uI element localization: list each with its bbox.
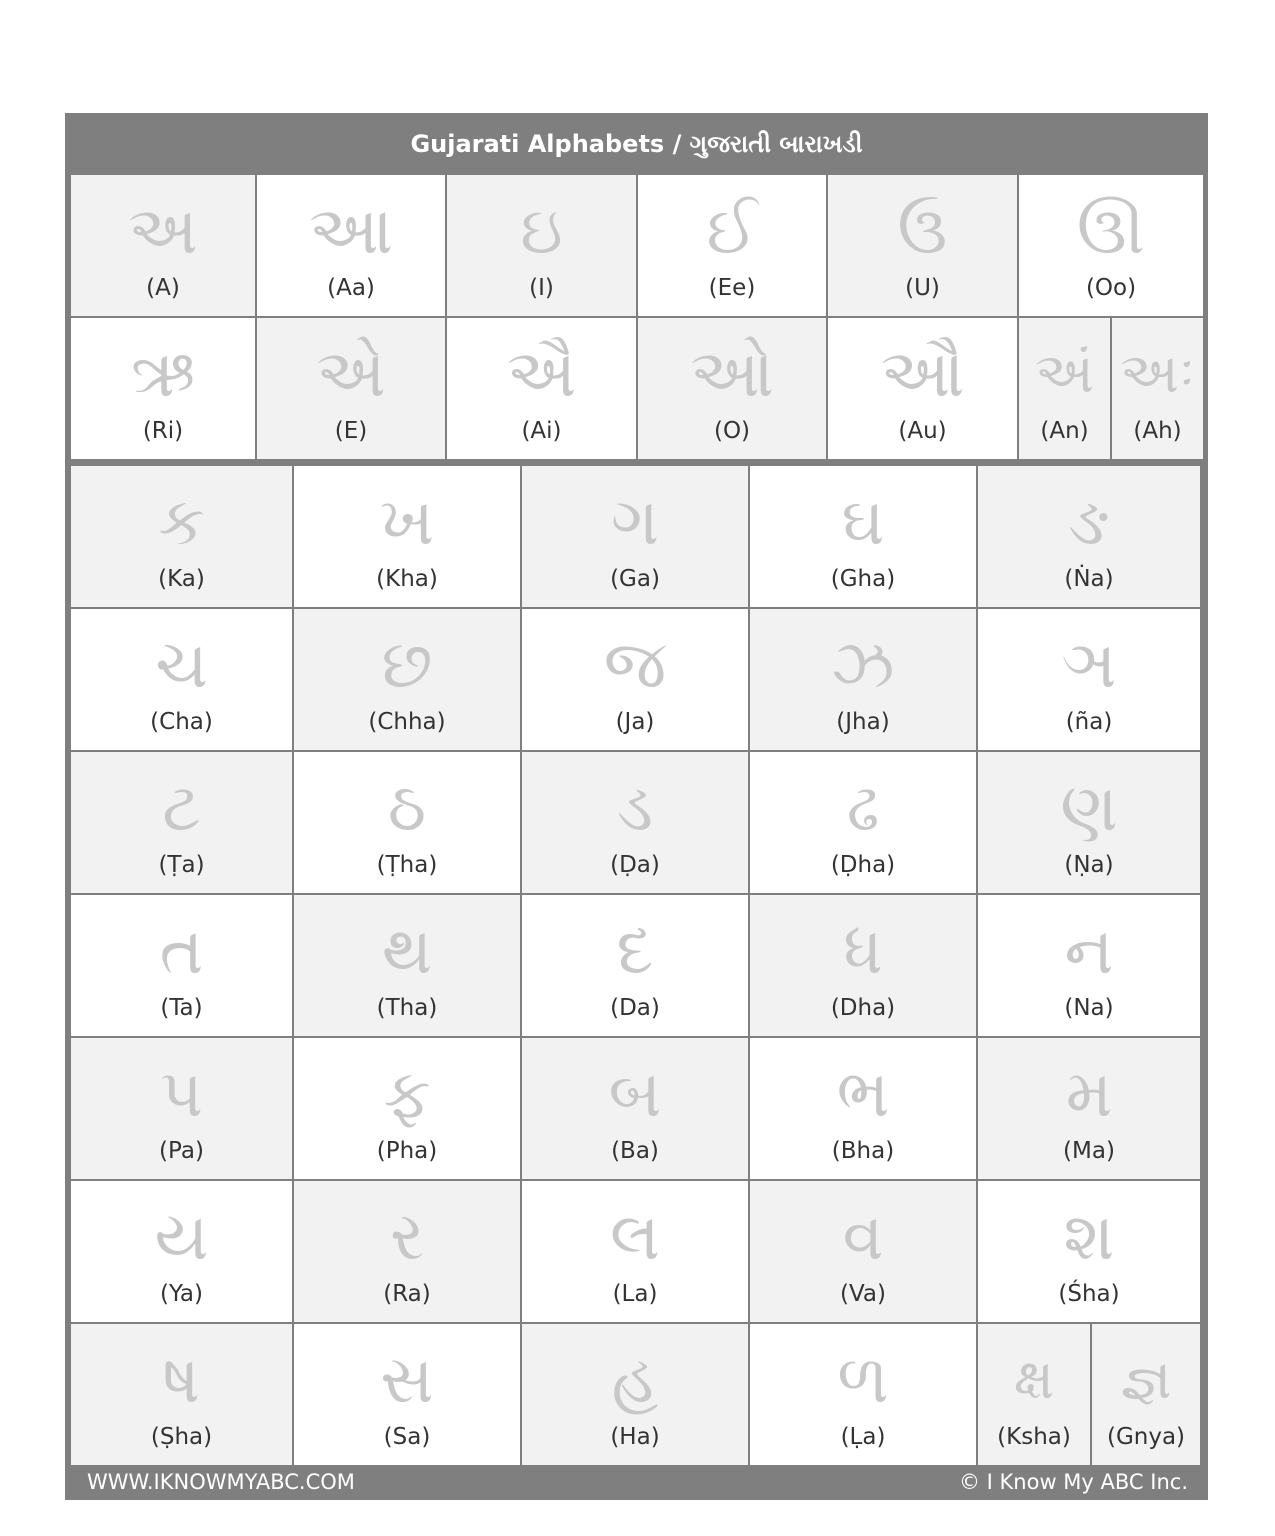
consonant-glyph: દ (616, 912, 654, 989)
consonant-cell (294, 466, 520, 607)
consonant-transliteration: (Ba) (611, 1138, 659, 1164)
consonant-cell (71, 466, 292, 607)
consonant-glyph: લ (610, 1198, 660, 1275)
consonant-cell (750, 1324, 976, 1465)
consonant-glyph: ત (159, 912, 204, 989)
consonant-glyph: છ (381, 626, 433, 703)
consonant-transliteration: (Śha) (1058, 1281, 1120, 1307)
consonant-transliteration: (Pha) (376, 1138, 438, 1164)
consonant-glyph: પ (160, 1055, 203, 1132)
consonant-cell (294, 1038, 520, 1179)
consonant-transliteration: (Ṭha) (376, 852, 438, 878)
vowel-transliteration: (U) (905, 275, 940, 301)
consonant-cell (71, 1324, 292, 1465)
consonant-glyph: ક (158, 483, 205, 560)
copyright-notice: © I Know My ABC Inc. (958, 1470, 1188, 1494)
consonant-transliteration: (ña) (1065, 709, 1113, 735)
consonant-transliteration: (Gha) (830, 566, 896, 592)
consonant-glyph: જ્ઞ (1120, 1347, 1172, 1412)
vowel-cell (1019, 175, 1203, 316)
vowel-cell (447, 318, 636, 459)
consonant-cell (522, 609, 748, 750)
consonant-glyph: હ (611, 1341, 659, 1418)
consonants-grid (71, 466, 1202, 1463)
vowel-cell (828, 175, 1017, 316)
consonant-glyph: ણ (1060, 769, 1118, 846)
consonant-glyph: ટ (162, 769, 201, 846)
consonant-transliteration: (Tha) (376, 995, 438, 1021)
consonant-glyph: થ (381, 912, 433, 989)
consonant-glyph: જ (603, 626, 667, 703)
consonant-glyph: બ (608, 1055, 662, 1132)
consonant-transliteration: (Ḍa) (610, 852, 660, 878)
consonant-transliteration: (Sa) (383, 1424, 431, 1450)
consonant-transliteration: (Ga) (610, 566, 660, 592)
consonant-cell (978, 1038, 1200, 1179)
consonant-glyph: ઞ (1061, 626, 1117, 703)
consonant-transliteration: (Gnya) (1106, 1424, 1186, 1450)
consonant-cell (71, 752, 292, 893)
consonant-cell (978, 895, 1200, 1036)
alphabet-chart (65, 113, 1208, 1500)
consonant-transliteration: (Ma) (1063, 1138, 1115, 1164)
consonant-cell (978, 466, 1200, 607)
vowel-transliteration: (An) (1040, 418, 1089, 444)
consonant-cell (294, 609, 520, 750)
consonant-transliteration: (Ka) (158, 566, 205, 592)
consonant-transliteration: (La) (612, 1281, 658, 1307)
vowel-transliteration: (Aa) (327, 275, 375, 301)
vowel-glyph: ઊ (1076, 192, 1146, 269)
vowel-glyph: ઇ (520, 192, 563, 269)
consonant-cell (750, 1181, 976, 1322)
consonant-cell (750, 1038, 976, 1179)
vowel-glyph: ઓ (690, 335, 774, 412)
vowels-grid (71, 175, 1202, 459)
consonant-transliteration: (Ja) (615, 709, 655, 735)
consonant-transliteration: (Ṅa) (1064, 566, 1114, 592)
consonant-transliteration: (Pa) (159, 1138, 204, 1164)
consonant-transliteration: (Na) (1064, 995, 1114, 1021)
consonant-glyph: ઠ (387, 769, 427, 846)
vowel-cell (257, 318, 445, 459)
vowel-cell (1019, 318, 1110, 459)
vowel-glyph: અઃ (1119, 341, 1196, 406)
consonant-cell (750, 895, 976, 1036)
consonant-transliteration: (Kha) (376, 566, 438, 592)
consonant-glyph: ષ (163, 1341, 200, 1418)
consonant-glyph: વ (842, 1198, 884, 1275)
consonant-cell (978, 752, 1200, 893)
consonant-glyph: ન (1064, 912, 1114, 989)
consonant-cell (978, 1324, 1090, 1465)
website-link[interactable]: WWW.IKNOWMYABC.COM (87, 1470, 355, 1494)
vowel-cell (71, 318, 255, 459)
consonant-transliteration: (Ra) (383, 1281, 431, 1307)
consonant-transliteration: (Cha) (150, 709, 213, 735)
consonant-glyph: ફ (383, 1055, 431, 1132)
consonant-glyph: ઝ (831, 626, 895, 703)
consonant-cell (71, 1038, 292, 1179)
consonant-cell (294, 1181, 520, 1322)
vowel-glyph: અ (128, 192, 198, 269)
consonant-glyph: ઙ (1067, 483, 1111, 560)
vowel-transliteration: (O) (713, 418, 751, 444)
vowel-glyph: એ (316, 335, 386, 412)
consonant-transliteration: (Ya) (160, 1281, 203, 1307)
vowel-transliteration: (Ah) (1133, 418, 1182, 444)
vowel-glyph: ઈ (706, 192, 758, 269)
vowel-cell (638, 175, 826, 316)
consonant-cell (294, 895, 520, 1036)
vowel-transliteration: (Ri) (142, 418, 184, 444)
consonant-transliteration: (Ḷa) (840, 1424, 886, 1450)
chart-title: Gujarati Alphabets / ગુજરાતી બારાખડી (410, 130, 863, 158)
consonant-glyph: ઢ (846, 769, 880, 846)
consonant-cell (522, 1038, 748, 1179)
consonant-transliteration: (Va) (840, 1281, 886, 1307)
consonant-cell (978, 609, 1200, 750)
consonant-glyph: ર (389, 1198, 425, 1275)
consonant-transliteration: (Dha) (830, 995, 896, 1021)
consonant-transliteration: (Ksha) (997, 1424, 1071, 1450)
consonant-cell (750, 466, 976, 607)
vowel-transliteration: (Oo) (1085, 275, 1137, 301)
consonant-cell (522, 895, 748, 1036)
consonant-transliteration: (Chha) (368, 709, 446, 735)
vowel-cell (638, 318, 826, 459)
consonant-cell (294, 1324, 520, 1465)
vowel-glyph: અં (1034, 341, 1095, 406)
consonant-glyph: મ (1065, 1055, 1113, 1132)
vowel-glyph: ઔ (880, 335, 965, 412)
vowel-transliteration: (I) (529, 275, 554, 301)
footer (65, 1468, 1208, 1500)
consonant-glyph: ધ (843, 912, 883, 989)
consonant-transliteration: (Ṣha) (150, 1424, 213, 1450)
consonant-transliteration: (Bha) (831, 1138, 895, 1164)
consonant-cell (71, 895, 292, 1036)
consonant-glyph: ચ (155, 626, 208, 703)
consonant-glyph: ઘ (841, 483, 885, 560)
consonant-cell (750, 609, 976, 750)
consonant-glyph: ગ (610, 483, 660, 560)
consonant-transliteration: (Ṭa) (158, 852, 205, 878)
consonant-glyph: સ (380, 1341, 434, 1418)
vowel-cell (1112, 318, 1203, 459)
vowel-glyph: ઐ (506, 335, 577, 412)
consonant-transliteration: (Ṇa) (1064, 852, 1114, 878)
vowel-transliteration: (Ee) (708, 275, 756, 301)
consonant-transliteration: (Ḍha) (830, 852, 896, 878)
vowel-cell (447, 175, 636, 316)
vowel-glyph: આ (309, 192, 393, 269)
consonant-cell (522, 466, 748, 607)
consonant-cell (522, 1181, 748, 1322)
consonant-cell (750, 752, 976, 893)
vowel-transliteration: (E) (334, 418, 368, 444)
consonant-transliteration: (Ta) (160, 995, 203, 1021)
consonant-glyph: ભ (836, 1055, 890, 1132)
consonant-glyph: ખ (379, 483, 435, 560)
vowel-transliteration: (Au) (898, 418, 947, 444)
consonant-cell (1092, 1324, 1200, 1465)
vowel-cell (828, 318, 1017, 459)
vowel-glyph: ઋ (130, 335, 196, 412)
consonant-glyph: ય (154, 1198, 209, 1275)
consonant-glyph: ક્ષ (1013, 1347, 1055, 1412)
consonant-cell (978, 1181, 1200, 1322)
vowel-glyph: ઉ (897, 192, 948, 269)
consonant-cell (294, 752, 520, 893)
consonant-glyph: ળ (837, 1341, 889, 1418)
consonant-cell (71, 609, 292, 750)
consonant-transliteration: (Da) (610, 995, 660, 1021)
consonant-cell (522, 752, 748, 893)
consonant-glyph: ડ (616, 769, 654, 846)
vowel-transliteration: (A) (146, 275, 180, 301)
vowel-cell (71, 175, 255, 316)
consonant-transliteration: (Ha) (610, 1424, 660, 1450)
consonant-glyph: શ (1063, 1198, 1115, 1275)
vowel-transliteration: (Ai) (521, 418, 562, 444)
vowel-cell (257, 175, 445, 316)
consonant-cell (522, 1324, 748, 1465)
consonant-cell (71, 1181, 292, 1322)
consonant-transliteration: (Jha) (836, 709, 890, 735)
